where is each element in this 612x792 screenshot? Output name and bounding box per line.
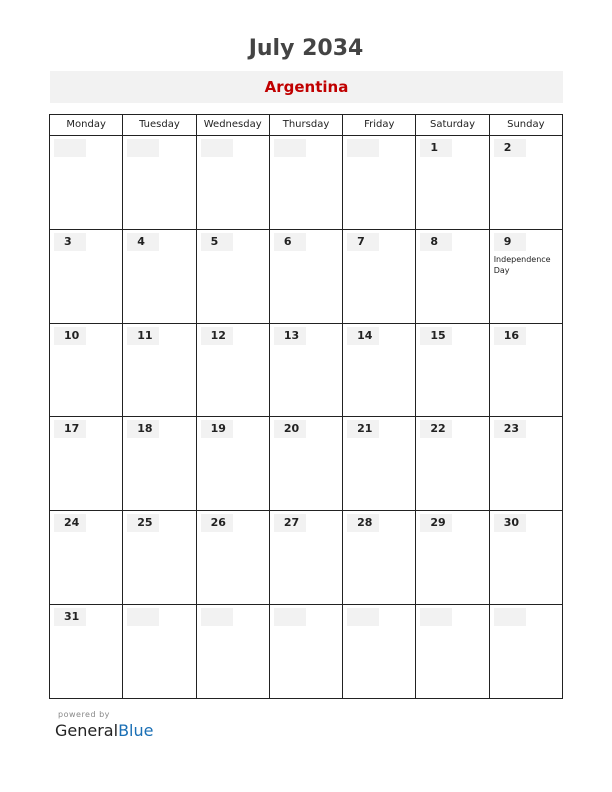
- day-cell[interactable]: [197, 417, 270, 510]
- day-cell[interactable]: [490, 136, 562, 229]
- day-number: [127, 139, 159, 157]
- day-cell[interactable]: [343, 324, 416, 417]
- weekday-header-thursday: Thursday: [270, 115, 343, 135]
- brand-blue-text: Blue: [118, 721, 154, 740]
- day-cell[interactable]: [416, 230, 489, 323]
- day-number: 14: [347, 327, 379, 345]
- day-cell[interactable]: [50, 324, 123, 417]
- holiday-label: Independence Day: [493, 254, 551, 275]
- brand-logo[interactable]: [55, 721, 153, 740]
- day-cell[interactable]: [343, 605, 416, 699]
- day-cell[interactable]: [123, 605, 196, 699]
- day-cell[interactable]: [197, 324, 270, 417]
- day-cell[interactable]: [416, 605, 489, 699]
- day-number: 29: [420, 514, 452, 532]
- day-number: 8: [420, 233, 452, 251]
- day-number: [274, 608, 306, 626]
- day-cell[interactable]: [270, 230, 343, 323]
- day-cell[interactable]: [416, 511, 489, 604]
- day-cell[interactable]: [123, 136, 196, 229]
- brand-general-text: General: [55, 721, 119, 740]
- day-number: 11: [127, 327, 159, 345]
- day-number: 31: [54, 608, 86, 626]
- day-cell[interactable]: [416, 417, 489, 510]
- day-number: 9: [494, 233, 526, 251]
- day-number: [201, 608, 233, 626]
- day-number: 26: [201, 514, 233, 532]
- country-name: Argentina: [264, 78, 349, 96]
- day-number: 5: [201, 233, 233, 251]
- day-cell[interactable]: [416, 324, 489, 417]
- day-number: [54, 139, 86, 157]
- day-number: [274, 139, 306, 157]
- day-number: 19: [201, 420, 233, 438]
- weeks-container: [50, 136, 562, 699]
- powered-by-text: powered by: [58, 710, 110, 719]
- day-cell[interactable]: [197, 605, 270, 699]
- day-cell[interactable]: [490, 230, 562, 323]
- day-cell[interactable]: [197, 136, 270, 229]
- weekday-header-sunday: Sunday: [507, 119, 545, 130]
- week-row: [50, 230, 562, 324]
- day-number: 1: [420, 139, 452, 157]
- day-cell[interactable]: [490, 605, 562, 699]
- day-number: 12: [201, 327, 233, 345]
- day-cell[interactable]: [343, 136, 416, 229]
- day-cell[interactable]: [343, 511, 416, 604]
- weekday-header-row: [50, 115, 562, 136]
- week-row: [50, 605, 562, 699]
- day-cell[interactable]: [123, 417, 196, 510]
- day-cell[interactable]: [50, 136, 123, 229]
- day-cell[interactable]: [490, 417, 562, 510]
- day-number: 25: [127, 514, 159, 532]
- weekday-header-monday: Monday: [50, 115, 123, 135]
- day-number: 3: [54, 233, 86, 251]
- day-cell[interactable]: [50, 230, 123, 323]
- day-number: [201, 139, 233, 157]
- page-title: July 2034: [248, 36, 364, 61]
- day-number: [347, 139, 379, 157]
- day-number: 23: [494, 420, 526, 438]
- calendar-grid: [49, 114, 563, 699]
- day-number: 30: [494, 514, 526, 532]
- day-cell[interactable]: [50, 511, 123, 604]
- weekday-header-saturday: Saturday: [416, 115, 489, 135]
- day-cell[interactable]: [123, 511, 196, 604]
- day-number: 24: [54, 514, 86, 532]
- day-cell[interactable]: [50, 605, 123, 699]
- day-number: 18: [127, 420, 159, 438]
- day-number: 6: [274, 233, 306, 251]
- day-cell[interactable]: [270, 511, 343, 604]
- week-row: [50, 136, 562, 230]
- day-cell[interactable]: [343, 230, 416, 323]
- week-row: [50, 417, 562, 511]
- day-cell[interactable]: [416, 136, 489, 229]
- day-cell[interactable]: [197, 230, 270, 323]
- day-cell[interactable]: [270, 324, 343, 417]
- day-cell[interactable]: [123, 230, 196, 323]
- day-number: 7: [347, 233, 379, 251]
- day-number: 28: [347, 514, 379, 532]
- day-number: 21: [347, 420, 379, 438]
- week-row: [50, 511, 562, 605]
- day-cell[interactable]: [123, 324, 196, 417]
- day-cell[interactable]: [270, 605, 343, 699]
- day-number: [127, 608, 159, 626]
- day-cell[interactable]: [270, 136, 343, 229]
- day-cell[interactable]: [343, 417, 416, 510]
- day-number: 10: [54, 327, 86, 345]
- day-number: 16: [494, 327, 526, 345]
- country-banner: [50, 71, 563, 103]
- day-number: 27: [274, 514, 306, 532]
- weekday-header-friday: Friday: [343, 115, 416, 135]
- day-cell[interactable]: [270, 417, 343, 510]
- day-number: 22: [420, 420, 452, 438]
- day-number: 13: [274, 327, 306, 345]
- day-number: [494, 608, 526, 626]
- weekday-header-wednesday: Wednesday: [197, 115, 270, 135]
- week-row: [50, 324, 562, 418]
- day-cell[interactable]: [490, 324, 562, 417]
- day-number: 4: [127, 233, 159, 251]
- day-cell[interactable]: [197, 511, 270, 604]
- day-number: 17: [54, 420, 86, 438]
- day-number: 15: [420, 327, 452, 345]
- day-cell[interactable]: [490, 511, 562, 604]
- day-number: [420, 608, 452, 626]
- day-number: [347, 608, 379, 626]
- day-number: 2: [494, 139, 526, 157]
- day-cell[interactable]: [50, 417, 123, 510]
- day-number: 20: [274, 420, 306, 438]
- weekday-header-tuesday: Tuesday: [123, 115, 196, 135]
